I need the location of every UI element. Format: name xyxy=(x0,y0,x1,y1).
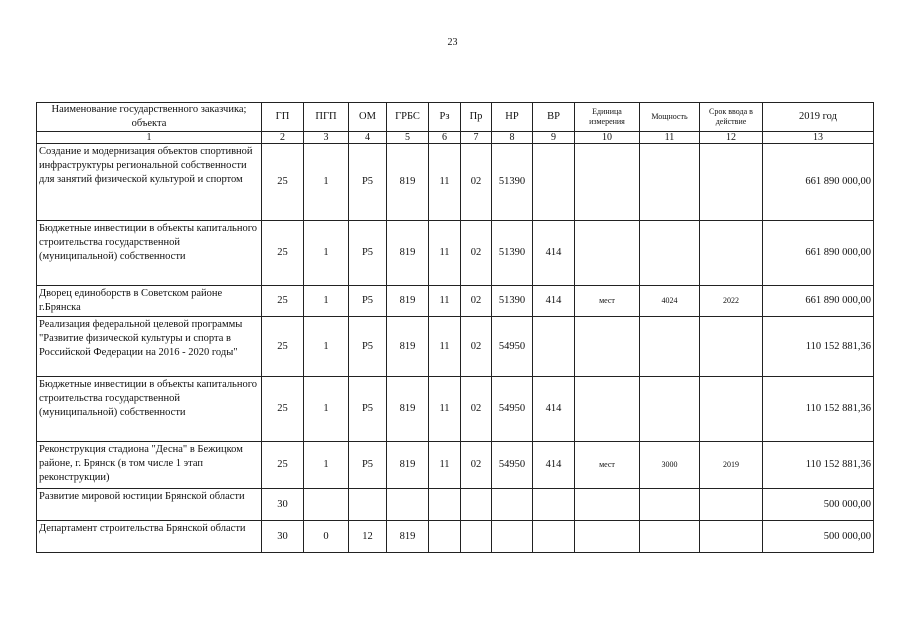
table-row xyxy=(37,521,874,553)
pr-cell: 02 xyxy=(461,286,492,317)
object-name-cell: Бюджетные инвестиции в объекты капитального строительства государственной (муниципальной) собственности xyxy=(37,377,262,442)
grbs-cell: 819 xyxy=(387,286,429,317)
nr-cell xyxy=(492,489,533,521)
budget-table xyxy=(36,102,874,553)
term-cell: 2019 xyxy=(700,442,763,489)
header-cell: ГП xyxy=(262,103,304,132)
header-cell: ГРБС xyxy=(387,103,429,132)
header-cell: Срок ввода в действие xyxy=(700,103,763,132)
column-number: 10 xyxy=(575,132,640,144)
capacity-cell: 4024 xyxy=(640,286,700,317)
object-name-cell: Создание и модернизация объектов спортивной инфраструктуры региональной собственности для занятий физической культурой и спортом xyxy=(37,144,262,221)
vr-cell: 414 xyxy=(533,377,575,442)
pgp-cell: 1 xyxy=(304,442,349,489)
gp-cell: 25 xyxy=(262,144,304,221)
header-cell: Пр xyxy=(461,103,492,132)
column-number: 3 xyxy=(304,132,349,144)
pgp-cell: 1 xyxy=(304,221,349,286)
table-row xyxy=(37,377,874,442)
vr-cell xyxy=(533,521,575,553)
header-row xyxy=(37,103,874,132)
column-number: 7 xyxy=(461,132,492,144)
rz-cell xyxy=(429,521,461,553)
pr-cell xyxy=(461,521,492,553)
gp-cell: 25 xyxy=(262,221,304,286)
gp-cell: 25 xyxy=(262,442,304,489)
table-row xyxy=(37,144,874,221)
term-cell xyxy=(700,489,763,521)
unit-cell xyxy=(575,221,640,286)
header-cell: Единица измерения xyxy=(575,103,640,132)
amount-cell: 110 152 881,36 xyxy=(763,377,874,442)
table-row xyxy=(37,221,874,286)
vr-cell xyxy=(533,489,575,521)
unit-cell xyxy=(575,521,640,553)
column-number: 2 xyxy=(262,132,304,144)
term-cell xyxy=(700,317,763,377)
rz-cell: 11 xyxy=(429,377,461,442)
term-cell xyxy=(700,377,763,442)
table-row xyxy=(37,489,874,521)
header-cell: ПГП xyxy=(304,103,349,132)
pr-cell: 02 xyxy=(461,144,492,221)
column-number: 5 xyxy=(387,132,429,144)
table-row xyxy=(37,286,874,317)
header-cell: ОМ xyxy=(349,103,387,132)
pr-cell: 02 xyxy=(461,442,492,489)
pgp-cell: 1 xyxy=(304,317,349,377)
vr-cell: 414 xyxy=(533,221,575,286)
nr-cell: 51390 xyxy=(492,221,533,286)
om-cell: Р5 xyxy=(349,221,387,286)
pgp-cell xyxy=(304,489,349,521)
vr-cell: 414 xyxy=(533,286,575,317)
grbs-cell: 819 xyxy=(387,377,429,442)
rz-cell: 11 xyxy=(429,144,461,221)
column-number-row xyxy=(37,132,874,144)
amount-cell: 500 000,00 xyxy=(763,521,874,553)
pr-cell: 02 xyxy=(461,221,492,286)
om-cell: Р5 xyxy=(349,442,387,489)
rz-cell: 11 xyxy=(429,221,461,286)
column-number: 4 xyxy=(349,132,387,144)
object-name-cell: Дворец единоборств в Советском районе г.Брянска xyxy=(37,286,262,317)
column-number: 1 xyxy=(37,132,262,144)
object-name-cell: Реализация федеральной целевой программы "Развитие физической культуры и спорта в Российской Федерации на 2016 - 2020 годы" xyxy=(37,317,262,377)
unit-cell: мест xyxy=(575,286,640,317)
om-cell: Р5 xyxy=(349,286,387,317)
object-name-cell: Развитие мировой юстиции Брянской области xyxy=(37,489,262,521)
column-number: 9 xyxy=(533,132,575,144)
grbs-cell: 819 xyxy=(387,221,429,286)
gp-cell: 25 xyxy=(262,317,304,377)
pgp-cell: 1 xyxy=(304,377,349,442)
unit-cell: мест xyxy=(575,442,640,489)
amount-cell: 110 152 881,36 xyxy=(763,317,874,377)
page-number: 23 xyxy=(447,37,458,48)
column-number: 13 xyxy=(763,132,874,144)
om-cell: Р5 xyxy=(349,317,387,377)
object-name-cell: Департамент строительства Брянской области xyxy=(37,521,262,553)
capacity-cell xyxy=(640,521,700,553)
om-cell: Р5 xyxy=(349,377,387,442)
nr-cell: 54950 xyxy=(492,377,533,442)
gp-cell: 25 xyxy=(262,286,304,317)
column-number: 8 xyxy=(492,132,533,144)
gp-cell: 30 xyxy=(262,521,304,553)
om-cell: 12 xyxy=(349,521,387,553)
capacity-cell xyxy=(640,377,700,442)
rz-cell: 11 xyxy=(429,317,461,377)
vr-cell xyxy=(533,144,575,221)
grbs-cell xyxy=(387,489,429,521)
nr-cell xyxy=(492,521,533,553)
term-cell: 2022 xyxy=(700,286,763,317)
capacity-cell xyxy=(640,317,700,377)
table-row xyxy=(37,442,874,489)
column-number: 6 xyxy=(429,132,461,144)
term-cell xyxy=(700,521,763,553)
om-cell xyxy=(349,489,387,521)
term-cell xyxy=(700,221,763,286)
header-cell: НР xyxy=(492,103,533,132)
capacity-cell xyxy=(640,144,700,221)
header-cell: Рз xyxy=(429,103,461,132)
pr-cell xyxy=(461,489,492,521)
amount-cell: 500 000,00 xyxy=(763,489,874,521)
rz-cell xyxy=(429,489,461,521)
nr-cell: 54950 xyxy=(492,442,533,489)
nr-cell: 54950 xyxy=(492,317,533,377)
table-row xyxy=(37,317,874,377)
unit-cell xyxy=(575,144,640,221)
pgp-cell: 1 xyxy=(304,144,349,221)
term-cell xyxy=(700,144,763,221)
rz-cell: 11 xyxy=(429,442,461,489)
column-number: 12 xyxy=(700,132,763,144)
unit-cell xyxy=(575,317,640,377)
grbs-cell: 819 xyxy=(387,442,429,489)
header-cell: ВР xyxy=(533,103,575,132)
pr-cell: 02 xyxy=(461,377,492,442)
gp-cell: 30 xyxy=(262,489,304,521)
vr-cell: 414 xyxy=(533,442,575,489)
object-name-cell: Бюджетные инвестиции в объекты капитального строительства государственной (муниципальной) собственности xyxy=(37,221,262,286)
grbs-cell: 819 xyxy=(387,521,429,553)
unit-cell xyxy=(575,489,640,521)
rz-cell: 11 xyxy=(429,286,461,317)
capacity-cell xyxy=(640,221,700,286)
amount-cell: 661 890 000,00 xyxy=(763,144,874,221)
object-name-cell: Реконструкция стадиона "Десна" в Бежицком районе, г. Брянск (в том числе 1 этап реконструкции) xyxy=(37,442,262,489)
nr-cell: 51390 xyxy=(492,144,533,221)
grbs-cell: 819 xyxy=(387,317,429,377)
amount-cell: 661 890 000,00 xyxy=(763,286,874,317)
capacity-cell xyxy=(640,489,700,521)
column-number: 11 xyxy=(640,132,700,144)
header-cell: Наименование государственного заказчика; объекта xyxy=(37,103,262,132)
pgp-cell: 1 xyxy=(304,286,349,317)
vr-cell xyxy=(533,317,575,377)
grbs-cell: 819 xyxy=(387,144,429,221)
gp-cell: 25 xyxy=(262,377,304,442)
pgp-cell: 0 xyxy=(304,521,349,553)
unit-cell xyxy=(575,377,640,442)
amount-cell: 661 890 000,00 xyxy=(763,221,874,286)
capacity-cell: 3000 xyxy=(640,442,700,489)
amount-cell: 110 152 881,36 xyxy=(763,442,874,489)
header-cell: 2019 год xyxy=(763,103,874,132)
pr-cell: 02 xyxy=(461,317,492,377)
header-cell: Мощность xyxy=(640,103,700,132)
om-cell: Р5 xyxy=(349,144,387,221)
nr-cell: 51390 xyxy=(492,286,533,317)
